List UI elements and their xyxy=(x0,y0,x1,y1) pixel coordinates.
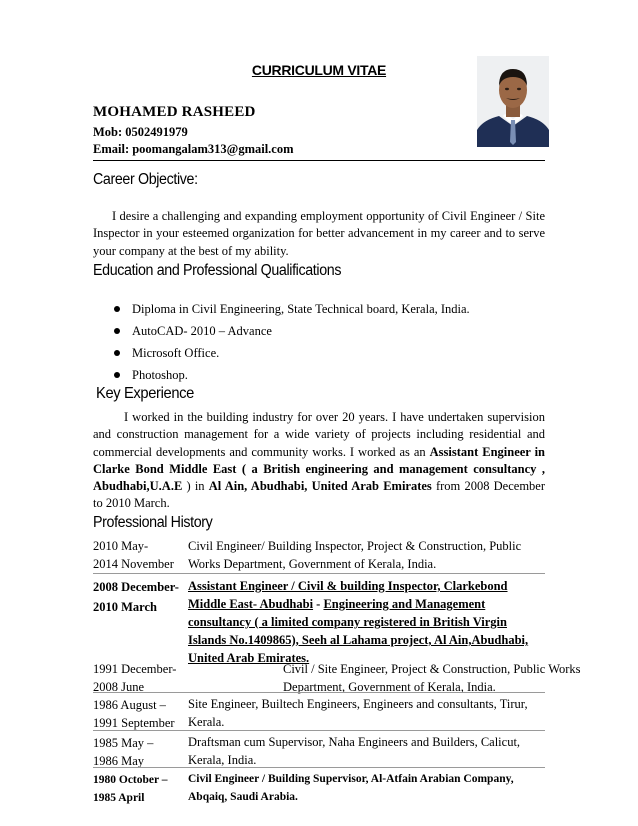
list-item-text: AutoCAD- 2010 – Advance xyxy=(132,324,272,338)
portrait-photo xyxy=(477,56,549,147)
experience-text: I worked in the building industry for over 20 years. I have undertaken supervision and construction management for a wide variety of projects including residential and commercial developments and community works. I worked as an xyxy=(93,410,545,459)
bullet-icon xyxy=(114,328,120,334)
list-item-text: Photoshop. xyxy=(132,368,188,382)
history-date: 2008 December- 2010 March xyxy=(93,580,179,614)
history-description: Site Engineer, Builtech Engineers, Engineers and consultants, Tirur, Kerala. xyxy=(188,697,528,729)
table-row xyxy=(93,573,581,694)
cv-title: CURRICULUM VITAE xyxy=(251,62,387,78)
experience-location: Al Ain, Abudhabi, United Arab Emirates xyxy=(208,479,432,494)
key-experience-text xyxy=(93,409,545,513)
list-item xyxy=(113,301,470,323)
career-objective-text: I desire a challenging and expanding employment opportunity of Civil Engineer / Site Inspector in your esteemed organization for better advancement in my career and to serve your company at the best of my ability. xyxy=(93,209,545,258)
list-item xyxy=(113,323,470,345)
email-address: Email: poomangalam313@gmail.com xyxy=(93,142,294,156)
table-row xyxy=(93,767,545,807)
table-row xyxy=(93,730,545,767)
history-date: 1991 December- 2008 June xyxy=(93,662,177,694)
table-row xyxy=(93,692,545,730)
education-list xyxy=(113,301,470,389)
header-divider xyxy=(93,160,545,161)
history-description: Civil Engineer / Building Supervisor, Al-Atfain Arabian Company, Abqaiq, Saudi Arabia. xyxy=(188,773,514,803)
bullet-icon xyxy=(114,350,120,356)
mobile-number: Mob: 0502491979 xyxy=(93,125,188,139)
history-date: 1986 August – 1991 September xyxy=(93,698,175,730)
experience-highlight: Assistant Engineer in Clarke Bond Middle East ( a British engineering and management consultancy , Abudhabi,U.A.E xyxy=(93,444,545,494)
professional-history-heading: Professional History xyxy=(93,514,213,531)
history-date: 2010 May- 2014 November xyxy=(93,539,174,571)
education-heading: Education and Professional Qualifications xyxy=(93,262,342,279)
history-description: Civil Engineer/ Building Inspector, Project & Construction, Public Works Department, Government of Kerala, India. xyxy=(188,539,522,571)
table-row xyxy=(93,537,545,573)
bullet-icon xyxy=(114,372,120,378)
history-description: Assistant Engineer / Civil & building Inspector, Clarkebond Middle East- Abudhabi - Engineering and Management consultancy ( a limited company registered in British Virgin Islands No.1409865), Seeh al Lahama project, Al Ain,Abudhabi, United Arab Emirates. xyxy=(188,579,529,665)
experience-text: ) in xyxy=(182,479,209,494)
list-item-text: Diploma in Civil Engineering, State Technical board, Kerala, India. xyxy=(132,302,470,316)
bullet-icon xyxy=(114,306,120,312)
history-table xyxy=(93,537,581,807)
list-item-text: Microsoft Office. xyxy=(132,346,220,360)
key-experience-heading: Key Experience xyxy=(96,385,194,402)
history-description: Draftsman cum Supervisor, Naha Engineers and Builders, Calicut, Kerala, India. xyxy=(188,735,521,767)
candidate-name: MOHAMED RASHEED xyxy=(93,104,256,120)
history-description: Civil / Site Engineer, Project & Construction, Public Works Department, Government of Kerala, India. xyxy=(283,662,581,694)
experience-text: from 2008 December to 2010 March. xyxy=(93,479,546,511)
list-item xyxy=(113,345,470,367)
history-date: 1985 May – 1986 May xyxy=(93,736,154,768)
career-objective-heading: Career Objective: xyxy=(93,171,198,188)
portrait-image xyxy=(477,56,549,147)
history-date: 1980 October – 1985 April xyxy=(93,774,168,804)
